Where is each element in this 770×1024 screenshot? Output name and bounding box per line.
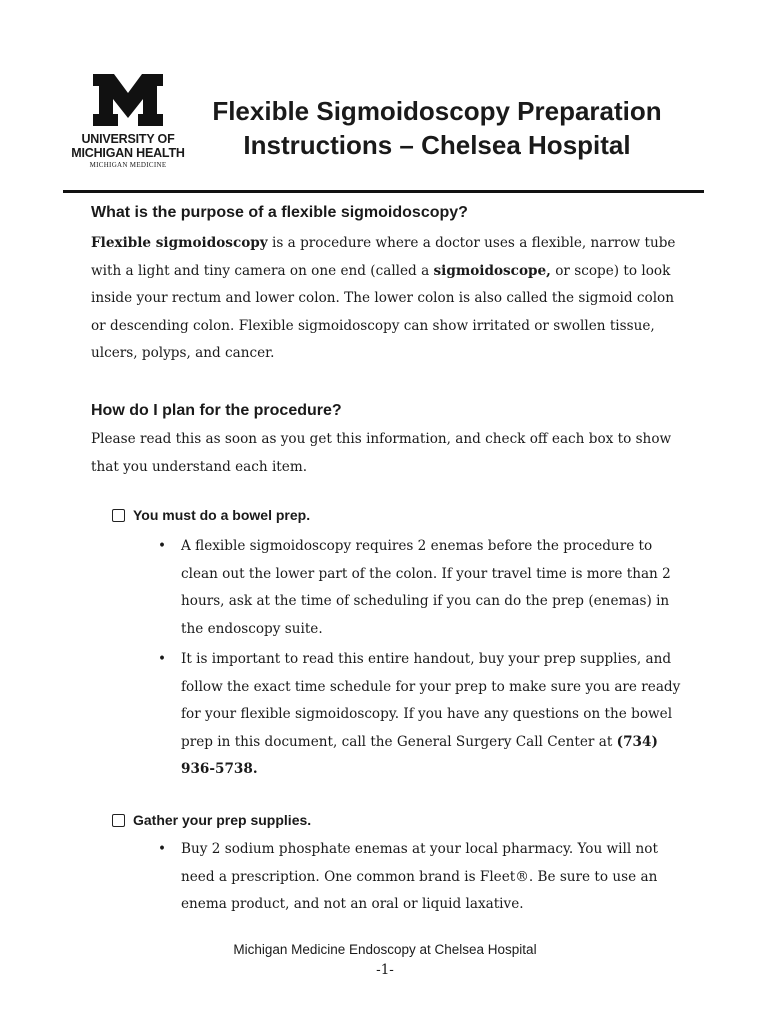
term-flexible-sigmoidoscopy: Flexible sigmoidoscopy: [91, 235, 268, 251]
list-item: [158, 533, 688, 643]
purpose-paragraph: [91, 230, 691, 368]
purpose-text-1: is a procedure where a doctor uses a flexible, narrow tube with a light and tiny camera on one end (called a: [91, 235, 676, 279]
prep-supplies-bullets: [158, 836, 688, 922]
page-title: [190, 94, 684, 162]
title-line-1: Flexible Sigmoidoscopy Preparation: [212, 96, 662, 126]
block-m-logo-icon: [93, 74, 163, 126]
term-sigmoidoscope: sigmoidoscope,: [433, 262, 551, 279]
title-line-2: Instructions – Chelsea Hospital: [243, 130, 631, 160]
checklist-item-prep-supplies[interactable]: [112, 812, 311, 828]
plan-intro: Please read this as soon as you get this information, and check off each box to show that you understand each item.: [91, 431, 672, 475]
plan-heading: How do I plan for the procedure?: [91, 402, 342, 419]
logo-line-2: MICHIGAN HEALTH: [71, 146, 185, 160]
footer-text: Michigan Medicine Endoscopy at Chelsea Hospital: [233, 942, 537, 957]
bullet-text: A flexible sigmoidoscopy requires 2 enemas before the procedure to clean out the lower part of the colon. If your travel time is more than 2 hours, ask at the time of scheduling if you can do the prep (enemas) in the endoscopy suite.: [181, 538, 671, 637]
bullet-text: Buy 2 sodium phosphate enemas at your local pharmacy. You will not need a prescription. One common brand is Fleet®. Be sure to use an enema product, and not an oral or liquid laxative.: [181, 841, 658, 912]
list-item: [158, 836, 688, 919]
bullet-text: It is important to read this entire handout, buy your prep supplies, and follow the exact time schedule for your prep to make sure you are ready for your flexible sigmoidoscopy. If you have any questions on the bowel prep in this document, call the General Surgery Call Center at: [181, 651, 681, 750]
call-center-phone: (734) 936-5738.: [181, 733, 658, 777]
logo-line-1: UNIVERSITY OF: [81, 132, 175, 146]
page-number: -1-: [376, 962, 394, 978]
bowel-prep-bullets: [158, 533, 688, 787]
checklist-label: You must do a bowel prep.: [133, 507, 311, 523]
header-divider: [63, 190, 704, 193]
checkbox-prep-supplies[interactable]: [112, 814, 125, 827]
purpose-heading: What is the purpose of a flexible sigmoidoscopy?: [91, 204, 468, 221]
purpose-text-2: or scope) to look inside your rectum and lower colon. The lower colon is also called the sigmoid colon or descending colon. Flexible sigmoidoscopy can show irritated or swollen tissue, ulcers, polyps, and cancer.: [91, 262, 674, 361]
checklist-item-bowel-prep[interactable]: [112, 507, 310, 523]
logo-line-3: MICHIGAN MEDICINE: [89, 161, 167, 169]
michigan-health-logo: [66, 74, 190, 170]
checkbox-bowel-prep[interactable]: [112, 509, 125, 522]
checklist-label: Gather your prep supplies.: [133, 812, 312, 828]
list-item: [158, 646, 688, 784]
